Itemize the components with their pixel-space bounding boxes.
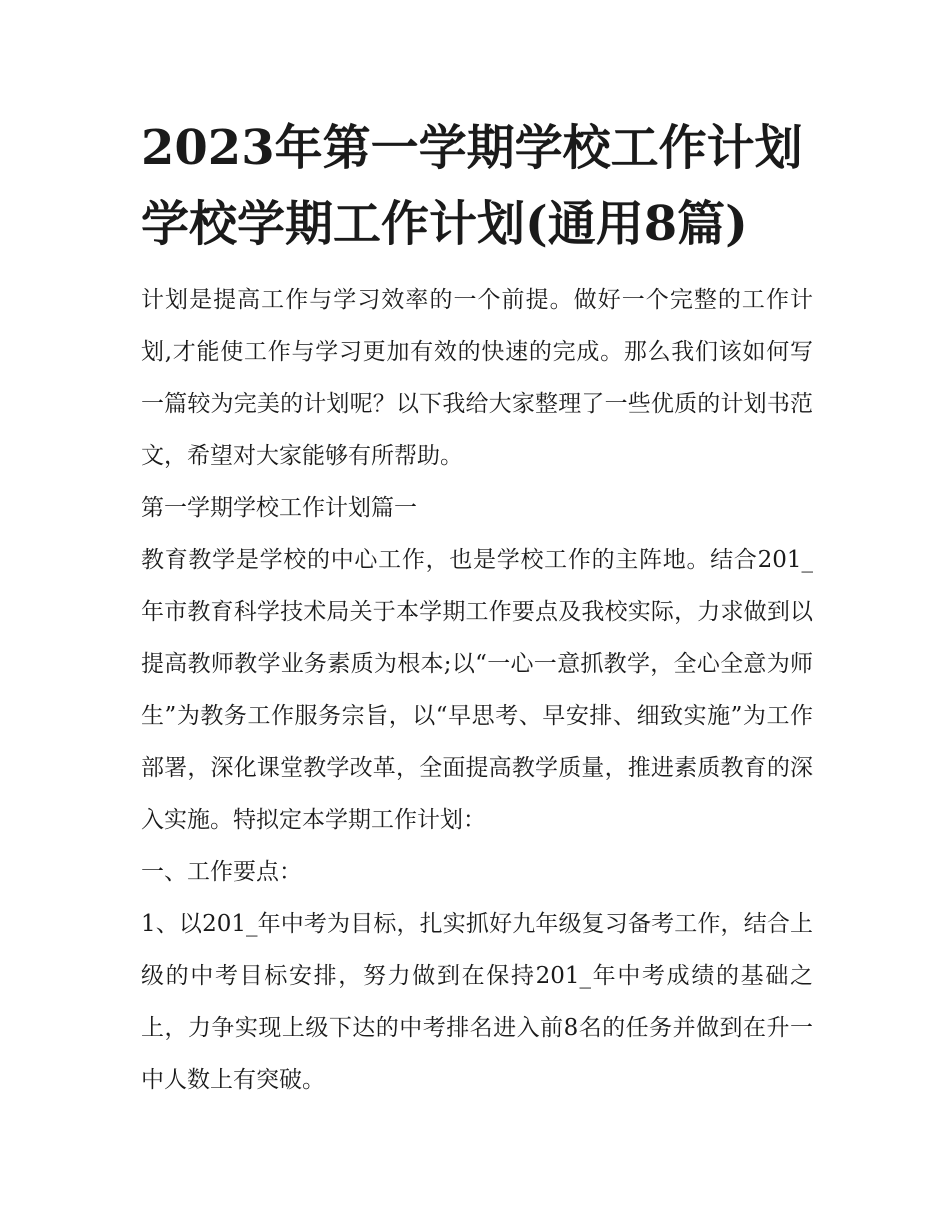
intro-paragraph: 计划是提高工作与学习效率的一个前提。做好一个完整的工作计划,才能使工作与学习更加有效的快速的完成。那么我们该如何写一篇较为完美的计划呢？以下我给大家整理了一些优质的计划书范文，希望对大家能够有所帮助。 [141, 287, 813, 469]
title-line-2: 学校学期工作计划(通用8篇) [141, 196, 748, 252]
document-body [141, 110, 813, 1106]
body-paragraph: 教育教学是学校的中心工作，也是学校工作的主阵地。结合201_年市教育科学技术局关于本学期工作要点及我校实际，力求做到以提高教师教学业务素质为根本;以“一心一意抓教学，全心全意为师生”为教务工作服务宗旨，以“早思考、早安排、细致实施”为工作部署，深化课堂教学改革，全面提高教学质量，推进素质教育的深入实施。特拟定本学期工作计划： [141, 547, 813, 833]
list-item-paragraph: 1、以201_年中考为目标，扎实抓好九年级复习备考工作，结合上级的中考目标安排，努力做到在保持201_年中考成绩的基础之上，力争实现上级下达的中考排名进入前8名的任务并做到在升一中人数上有突破。 [141, 911, 813, 1093]
document-title [141, 110, 813, 262]
subsection-heading: 一、工作要点： [141, 859, 302, 885]
section-heading: 第一学期学校工作计划篇一 [141, 495, 417, 521]
title-line-1: 2023年第一学期学校工作计划 [141, 120, 803, 176]
